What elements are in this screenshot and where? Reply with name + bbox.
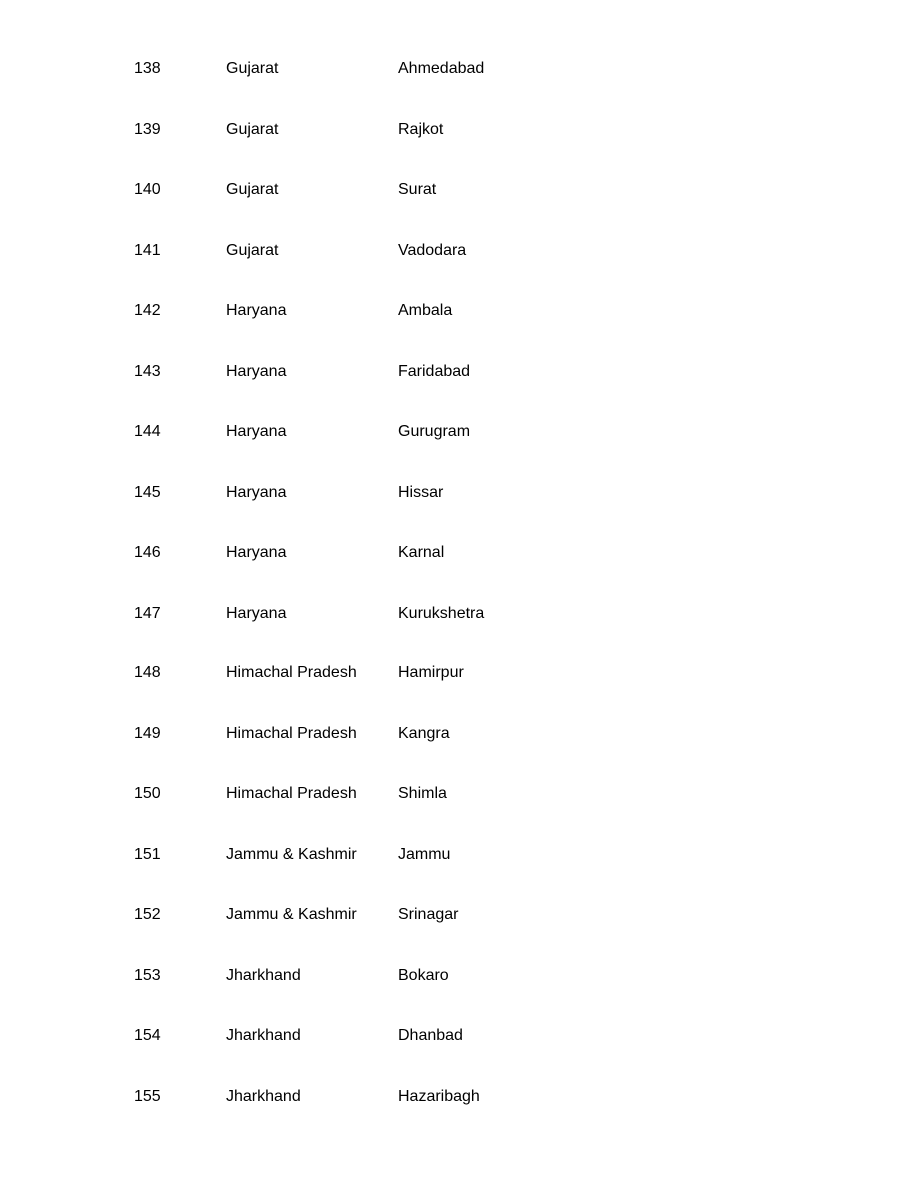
state-name: Gujarat xyxy=(226,121,279,138)
city-name: Srinagar xyxy=(398,906,459,923)
row-number: 140 xyxy=(134,181,161,198)
state-name: Haryana xyxy=(226,484,287,501)
row-number: 138 xyxy=(134,60,161,77)
table-row xyxy=(0,178,900,202)
row-number: 150 xyxy=(134,785,161,802)
city-name: Bokaro xyxy=(398,967,449,984)
city-name: Hazaribagh xyxy=(398,1088,480,1105)
state-name: Haryana xyxy=(226,302,287,319)
state-name: Himachal Pradesh xyxy=(226,725,357,742)
state-name: Jharkhand xyxy=(226,967,301,984)
table-row xyxy=(0,1024,900,1048)
state-name: Gujarat xyxy=(226,181,279,198)
state-name: Jammu & Kashmir xyxy=(226,846,357,863)
row-number: 149 xyxy=(134,725,161,742)
state-name: Haryana xyxy=(226,423,287,440)
city-name: Ambala xyxy=(398,302,453,319)
row-number: 141 xyxy=(134,242,161,259)
city-name: Gurugram xyxy=(398,423,471,440)
city-name: Hissar xyxy=(398,484,444,501)
city-name: Hamirpur xyxy=(398,664,464,681)
row-number: 152 xyxy=(134,906,161,923)
table-row xyxy=(0,420,900,444)
city-name: Faridabad xyxy=(398,363,471,380)
table-row xyxy=(0,964,900,988)
row-number: 148 xyxy=(134,664,161,681)
row-number: 146 xyxy=(134,544,161,561)
city-name: Surat xyxy=(398,181,437,198)
state-name: Haryana xyxy=(226,605,287,622)
state-name: Jammu & Kashmir xyxy=(226,906,357,923)
city-name: Rajkot xyxy=(398,121,444,138)
table-row xyxy=(0,903,900,927)
row-number: 143 xyxy=(134,363,161,380)
state-name: Gujarat xyxy=(226,60,279,77)
city-name: Ahmedabad xyxy=(398,60,485,77)
state-name: Gujarat xyxy=(226,242,279,259)
city-name: Jammu xyxy=(398,846,451,863)
city-name: Vadodara xyxy=(398,242,467,259)
row-number: 155 xyxy=(134,1088,161,1105)
row-number: 144 xyxy=(134,423,161,440)
row-number: 153 xyxy=(134,967,161,984)
state-name: Jharkhand xyxy=(226,1088,301,1105)
city-name: Kangra xyxy=(398,725,450,742)
table-row xyxy=(0,481,900,505)
table-row xyxy=(0,239,900,263)
state-name: Himachal Pradesh xyxy=(226,664,357,681)
city-name: Karnal xyxy=(398,544,445,561)
table-row xyxy=(0,602,900,626)
table-row xyxy=(0,541,900,565)
row-number: 139 xyxy=(134,121,161,138)
row-number: 145 xyxy=(134,484,161,501)
state-name: Haryana xyxy=(226,363,287,380)
city-name: Kurukshetra xyxy=(398,605,485,622)
table-row xyxy=(0,1085,900,1109)
table-row xyxy=(0,722,900,746)
state-name: Jharkhand xyxy=(226,1027,301,1044)
city-name: Shimla xyxy=(398,785,447,802)
state-name: Himachal Pradesh xyxy=(226,785,357,802)
table-row xyxy=(0,118,900,142)
row-number: 142 xyxy=(134,302,161,319)
table-row xyxy=(0,57,900,81)
state-name: Haryana xyxy=(226,544,287,561)
table-row xyxy=(0,661,900,685)
table-row xyxy=(0,360,900,384)
row-number: 151 xyxy=(134,846,161,863)
table-row xyxy=(0,299,900,323)
row-number: 147 xyxy=(134,605,161,622)
row-number: 154 xyxy=(134,1027,161,1044)
city-name: Dhanbad xyxy=(398,1027,463,1044)
table-row xyxy=(0,843,900,867)
table-row xyxy=(0,782,900,806)
